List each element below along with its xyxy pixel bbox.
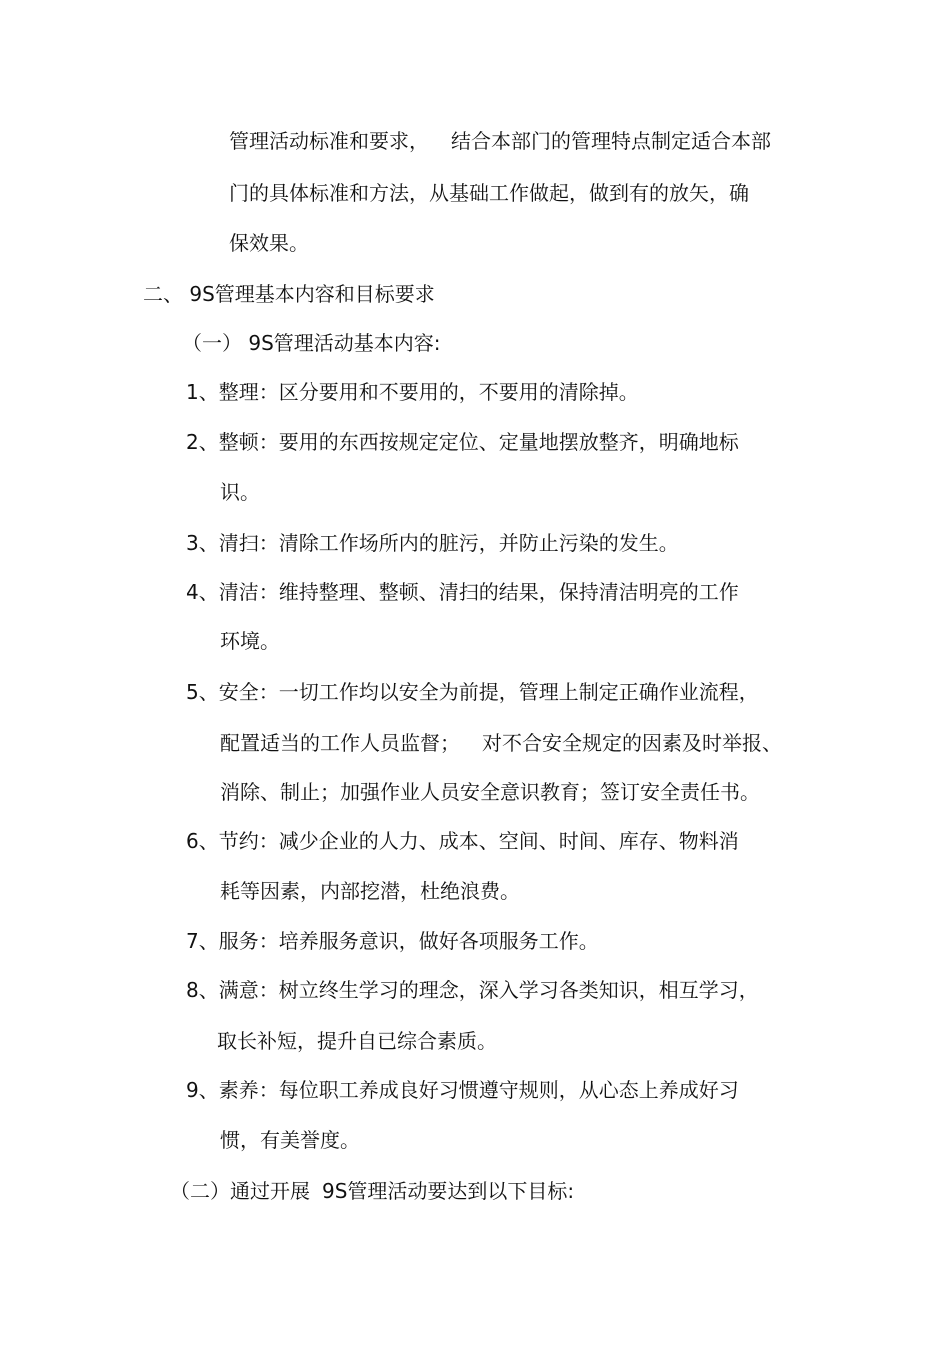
list-item [186, 1077, 739, 1103]
list-item [186, 977, 759, 1003]
item-number: 3、 [186, 531, 219, 555]
subsection-heading: （一） 9S管理活动基本内容: [182, 331, 441, 355]
item-number: 2、 [186, 430, 219, 454]
item-text: 整顿：要用的东西按规定定位、定量地摆放整齐，明确地标 [218, 430, 739, 454]
item-continuation: 取长补短，提升自已综合素质。 [217, 1029, 497, 1053]
item-number: 4、 [186, 580, 219, 604]
paragraph-line: 保效果。 [229, 231, 309, 255]
list-item [186, 828, 739, 854]
item-continuation: 识。 [220, 480, 260, 504]
list-item [186, 928, 599, 954]
item-number: 7、 [186, 929, 219, 953]
item-text: 满意：树立终生学习的理念，深入学习各类知识，相互学习， [218, 978, 759, 1002]
item-number: 8、 [186, 978, 219, 1002]
item-text: 素养：每位职工养成良好习惯遵守规则，从心态上养成好习 [218, 1078, 739, 1102]
subsection-prefix: （二）通过开展 [170, 1179, 310, 1203]
list-item [186, 579, 739, 605]
paragraph-line: 门的具体标准和方法，从基础工作做起，做到有的放矢，确 [229, 181, 749, 205]
item-text: 配置适当的工作人员监督； [220, 731, 460, 755]
subsection-heading [170, 1178, 574, 1204]
item-number: 1、 [186, 380, 219, 404]
item-text: 清扫：清除工作场所内的脏污，并防止污染的发生。 [218, 531, 679, 555]
list-item [186, 379, 639, 405]
item-text: 安全：一切工作均以安全为前提，管理上制定正确作业流程， [218, 680, 759, 704]
item-continuation [220, 730, 782, 756]
item-continuation: 消除、制止；加强作业人员安全意识教育；签订安全责任书。 [220, 780, 760, 804]
paragraph-text: 管理活动标准和要求， [229, 129, 429, 153]
item-number: 6、 [186, 829, 219, 853]
paragraph-text: 结合本部门的管理特点制定适合本部 [451, 129, 771, 153]
item-continuation: 耗等因素，内部挖潜，杜绝浪费。 [220, 879, 520, 903]
item-number: 9、 [186, 1078, 219, 1102]
item-continuation: 环境。 [220, 629, 280, 653]
subsection-text: 9S管理活动要达到以下目标: [322, 1179, 575, 1203]
paragraph-line [229, 128, 771, 154]
item-text: 对不合安全规定的因素及时举报、 [482, 731, 782, 755]
section-heading: 二、 9S管理基本内容和目标要求 [143, 282, 435, 306]
item-text: 整理：区分要用和不要用的，不要用的清除掉。 [218, 380, 639, 404]
item-continuation: 惯，有美誉度。 [220, 1128, 360, 1152]
item-number: 5、 [186, 680, 219, 704]
item-text: 清洁：维持整理、整顿、清扫的结果，保持清洁明亮的工作 [218, 580, 739, 604]
list-item [186, 679, 759, 705]
list-item [186, 429, 739, 455]
list-item [186, 530, 679, 556]
item-text: 服务：培养服务意识，做好各项服务工作。 [218, 929, 599, 953]
item-text: 节约：减少企业的人力、成本、空间、时间、库存、物料消 [218, 829, 739, 853]
